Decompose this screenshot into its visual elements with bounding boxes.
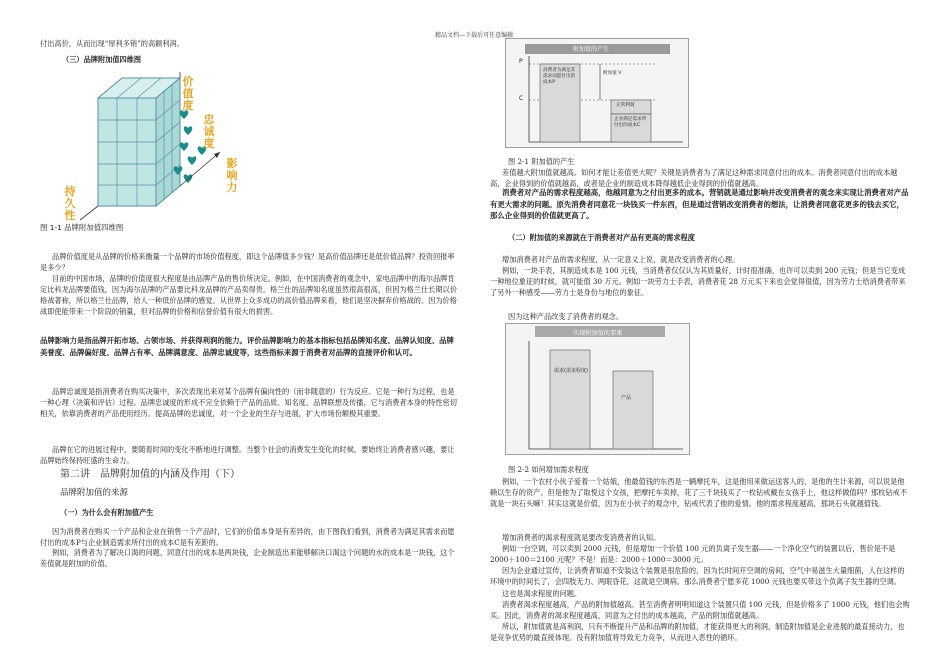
para-value: 品牌价值度是从品牌的价格来衡量一个品牌的市场价值程度，即这个品牌值多少钱？是高价值品牌还是低价值品牌？投资回报率是多少？ xyxy=(40,252,455,272)
fig2-box1-text: 需求(需求程度) xyxy=(554,368,588,374)
para-aircon: 例如一台空调，可以卖到 2000 元钱，但是增加一个价值 100 元的负离子发生器——一个净化空气的装置以后，售价是不是 2000＋100＝2100 元呢？不是！而是：2000＋1000＝3000 元。 xyxy=(490,544,896,564)
fig1-p-label: P xyxy=(519,58,523,65)
fig-demand-elements xyxy=(505,323,690,455)
para-pay: 消费者渴求程度越高，产品的附加值越高。甚至消费者明明知道这个装置只值 100 元钱，但是价格多了 1000 元钱，他们也会购买。因此，消费者的渴求程度越高，同意为之付出的成本越高，产品的附加值就越高。 xyxy=(490,600,910,620)
label-value: 价值度 xyxy=(182,75,194,112)
fig2-box2-text: 产品 xyxy=(621,395,632,401)
section1-heading: （一）为什么会有附加值产生 xyxy=(60,508,154,517)
intro-line: 付出高价，从而出现“厚利多销”的高额利润。 xyxy=(40,39,184,48)
fig-value-added xyxy=(505,38,689,148)
para-farmer: 例如，一个农村小伙子爱着一个姑娘，他最值钱的东西是一辆摩托车，这是他用来做运送客人的，是他的生计来源，可以说是他赖以生存的资产。但是他为了取悦这个女孩，把摩托车卖掉，花了三千块钱买了一枚钻戒戴在女孩手上，他这样做值吗？那枚钻戒不就是一块石头嘛！其实这就是价值，因为在小伙子的观念中，钻戒代表了他的爱情。他的需求程度越高，那块石头就越值钱。 xyxy=(490,477,907,508)
fig1-c-label: C xyxy=(519,95,524,102)
cube-graphic xyxy=(60,72,250,222)
fig2-2-caption: 图 2-2 如何增加需求程度 xyxy=(508,465,589,474)
fig1-caption: 图 1-1 品牌附加值四维图 xyxy=(40,223,124,232)
para-this: 这也是渴求程度的问题。 xyxy=(502,589,582,598)
para-loyalty: 品牌忠诚度是指消费者在购买决策中，多次表现出来对某个品牌有偏向性的（而非随意的）行为反应。它是一种行为过程，也是一种心理（决策和评估）过程。品牌忠诚度的形成不完全依赖于产品的品质、知名度、品牌联想及传播，它与消费者本身的特性密切相关，依靠消费者的产品使用经历。提高品牌的忠诚度，对一个企业的生存与进展，扩大市场份额极其重要。 xyxy=(40,387,457,418)
lecture-title: 第二讲 品牌附加值的内涵及作用（下） xyxy=(60,469,240,480)
fig1-value-label: 附加值 V xyxy=(603,71,622,76)
para-shirt: 例如，一块手表，其制造成本是 100 元钱，当消费者仅仅认为其质量好，计时很准确，也许可以卖到 200 元钱；但是当它变成一种地位象征的时候，就可能值 30 万元。例如一块劳力士手表，消费者花 28 万元买下来也会觉得很值，因为劳力士给消费者带来了另外一种感受——劳力士是身份与地位的象征。 xyxy=(490,266,906,297)
para-gap: 差值越大附加值就越高。如何才能让差值更大呢？关键是消费者为了满足这种需求同意付出的成本。消费者同意付出的成本越高，企业得到的价值就越高，或者是企业的制造成本降得越低企业得到的价值就越高。 xyxy=(490,168,898,188)
para-example: 例如，消费者为了解决口渴的问题，同意付出的成本是两块钱，企业制造出来能够解决口渴这个问题的水的成本是一块钱，这个差值就是附加的价值。 xyxy=(40,548,455,568)
para-final: 所以，附加值就是高利润，只有不断提升产品和品牌的附加值，才能获得更大的利润，制造附加值是企业进展的最直接动力，也是竞争优势的最直接体现。没有附加值将导致无力竞争，从而进入恶性的循环。 xyxy=(490,622,905,642)
para-why: 因为消费者在购买一个产品和企业在销售一个产品时，它们的价值本身是有差异的，由下图我们看到，消费者为满足其需求而愿付出的成本P与企业制造需求所付出的成本C是有差距的。 xyxy=(40,527,455,547)
fig1-box2-text: 正常利润 xyxy=(616,103,635,108)
label-durability: 持久性 xyxy=(64,185,76,222)
para-market: 目前的中国市场，品牌的价值度很大程度是由品牌产品的售价所决定。例如，在中国消费者的观念中，家电品牌中的海尔品牌肯定比科龙品牌要值钱，因为海尔品牌的产品要比科龙品牌的产品卖得贵。格兰仕的品牌知名度虽然很高很高，但因为格兰仕长期以价格战著称，所以格兰仕品牌，给人一种低价品牌的感觉。从世界上众多成功的高价值品牌来看，他们是坚决摒弃价格战的。因为价格战即使能带来一个阶段的销量，但对品牌的价格和信誉价值有很大的损害。 xyxy=(40,274,457,316)
cube-diagram xyxy=(60,72,250,222)
section3-heading: （三）品牌附加值四维图 xyxy=(62,55,142,64)
fig1-box1-text: 消费者为满足其需求而愿付出的成本P xyxy=(543,68,576,85)
bold-note: 消费者对产品的需求程度越高，他越同意为之付出更多的成本。营销就是通过影响并改变消费者的观念来实现让消费者对产品有更大需求的问题。原先消费者同意花一块钱买一件东西，但是通过营销改变消费者的想法，让消费者同意花更多的钱去买它，那么企业得到的价值就更高了。 xyxy=(490,188,909,220)
para-durability: 品牌在它的进展过程中，要随着时间的变化不断地进行调整。当整个社会的消费发生变化的时候，要始终让消费者感兴趣，要让品牌始终保持旺盛的生命力。 xyxy=(40,445,455,465)
label-loyalty: 忠诚度 xyxy=(203,113,215,150)
subtitle: 品牌附加值的来源 xyxy=(60,488,129,498)
fig2-title: 实现附加值的要素 xyxy=(573,330,623,337)
para-because: 因为这种产品改变了消费者的观念。 xyxy=(508,312,624,321)
watermark: 精品文档---下载后可任意编辑 xyxy=(435,32,514,39)
para-increase: 增加消费者对产品的需求程度，从一定意义上说，就是改变消费者的心理。 xyxy=(502,255,740,264)
section2-heading: （二）附加值的来源就在于消费者对产品有更高的需求程度 xyxy=(508,233,695,242)
bold-influence: 品牌影响力是指品牌开拓市场、占领市场、并获得利润的能力。评价品牌影响力的基本指标包括品牌知名度、品牌认知度、品牌美誉度、品牌偏好度、品牌占有率、品牌满意度、品牌忠诚度等，这些指标来源于消费者对品牌的直接评价和认可。 xyxy=(40,336,454,357)
para-recognize: 增加消费者的渴求程度就是要改变消费者的认知。 xyxy=(502,533,661,542)
para-promo: 因为企业通过宣传，让消费者知道不安装这个装置是很危险的，因为长时间开空调的房间，空气中易滋生大量细菌，人在这样的环境中的时间长了，会四肢无力、两眼昏花，这就是空调病。那么消费者宁愿多花 1000 元钱也要买带这个负离子发生器的空调。 xyxy=(490,566,905,586)
label-influence: 影响力 xyxy=(226,157,238,194)
fig1-box3-text: 企业满足需求所付出的成本C xyxy=(614,117,647,128)
fig1-title: 附加值的产生 xyxy=(573,46,610,53)
fig2-1-caption: 图 2-1 附加值的产生 xyxy=(508,157,575,166)
